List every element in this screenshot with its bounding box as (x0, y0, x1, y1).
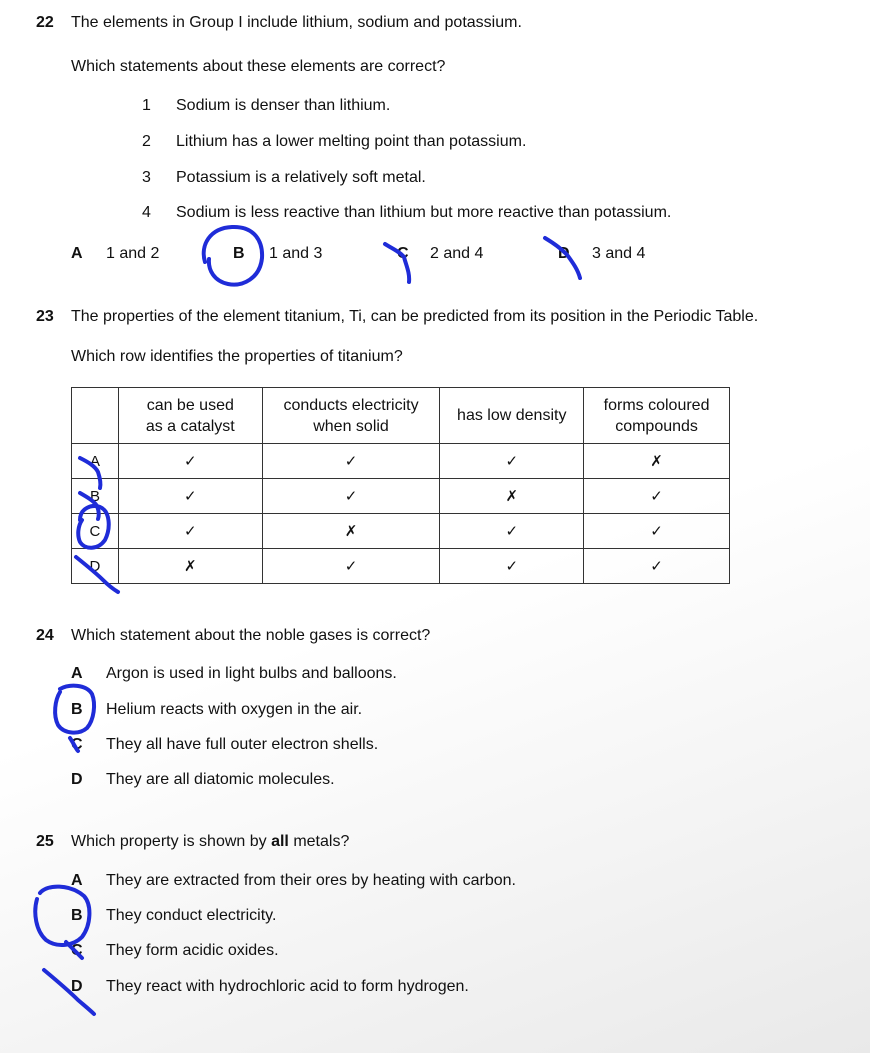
q22-option-d-text[interactable]: 3 and 4 (592, 245, 646, 262)
q25-option-a-letter[interactable]: A (71, 872, 83, 889)
q23-question: Which row identifies the properties of titanium? (71, 348, 403, 365)
table-cell: ✓ (262, 479, 440, 514)
q24-option-d-letter[interactable]: D (71, 771, 83, 788)
q24-option-a-letter[interactable]: A (71, 665, 83, 682)
table-cell: ✗ (584, 444, 730, 479)
q24-question: Which statement about the noble gases is correct? (71, 627, 431, 644)
q25-d-strike-mark (44, 970, 94, 1014)
header-line: forms coloured (603, 396, 710, 414)
q22-number: 22 (36, 14, 54, 31)
table-header-row (72, 388, 730, 444)
q22-statement-text: Sodium is less reactive than lithium but more reactive than potassium. (176, 204, 672, 221)
q25-option-d-text[interactable]: They react with hydrochloric acid to form hydrogen. (106, 978, 469, 995)
table-cell: ✓ (118, 444, 262, 479)
table-cell: ✓ (262, 444, 440, 479)
q22-statement-text: Lithium has a lower melting point than potassium. (176, 133, 527, 150)
q22-option-a-text[interactable]: 1 and 2 (106, 245, 160, 262)
q24-option-b-letter[interactable]: B (71, 701, 83, 718)
table-cell: ✓ (440, 549, 584, 584)
q23-number: 23 (36, 308, 54, 325)
q22-statement-text: Sodium is denser than lithium. (176, 97, 391, 114)
q25-option-b-text[interactable]: They conduct electricity. (106, 907, 277, 924)
q24-option-a-text[interactable]: Argon is used in light bulbs and balloons. (106, 665, 397, 682)
q25-question-pre: Which property is shown by (71, 833, 272, 850)
q22-statement-text: Potassium is a relatively soft metal. (176, 169, 426, 186)
table-header (262, 388, 440, 444)
q22-stem: The elements in Group I include lithium, sodium and potassium. (71, 14, 522, 31)
table-cell: ✗ (440, 479, 584, 514)
q25-question-post: metals? (288, 833, 350, 850)
table-header (118, 388, 262, 444)
table-cell: ✓ (118, 514, 262, 549)
q22-option-c-letter[interactable]: C (397, 245, 409, 262)
table-row[interactable] (72, 479, 730, 514)
row-letter[interactable]: A (72, 444, 119, 479)
q24-option-c-letter[interactable]: C (71, 736, 83, 753)
q22-statement-num: 4 (142, 204, 151, 221)
q22-question: Which statements about these elements are correct? (71, 58, 446, 75)
q22-option-a-letter[interactable]: A (71, 245, 83, 262)
q22-option-c-text[interactable]: 2 and 4 (430, 245, 484, 262)
row-letter[interactable]: D (72, 549, 119, 584)
header-line: when solid (313, 417, 389, 435)
q25-option-b-letter[interactable]: B (71, 907, 83, 924)
header-line: has low density (457, 407, 567, 424)
table-header (440, 388, 584, 444)
q22-option-b-letter[interactable]: B (233, 245, 245, 262)
q25-question-emphasis: all (271, 833, 289, 850)
properties-table (71, 387, 730, 584)
q22-option-b-text[interactable]: 1 and 3 (269, 245, 323, 262)
q25-option-c-letter[interactable]: C (71, 942, 83, 959)
table-header (584, 388, 730, 444)
q22-option-d-letter[interactable]: D (558, 245, 570, 262)
q25-option-a-text[interactable]: They are extracted from their ores by heating with carbon. (106, 872, 516, 889)
q25-number: 25 (36, 833, 54, 850)
q25-question (71, 833, 349, 851)
q24-option-d-text[interactable]: They are all diatomic molecules. (106, 771, 335, 788)
q24-option-b-text[interactable]: Helium reacts with oxygen in the air. (106, 701, 363, 718)
table-cell: ✓ (584, 549, 730, 584)
table-cell: ✓ (584, 514, 730, 549)
row-letter[interactable]: B (72, 479, 119, 514)
q22-statement-num: 3 (142, 169, 151, 186)
q22-statement-num: 1 (142, 97, 151, 114)
table-row[interactable] (72, 514, 730, 549)
table-cell: ✓ (440, 444, 584, 479)
q23-stem: The properties of the element titanium, Ti, can be predicted from its position in the Periodic Table. (71, 308, 759, 325)
q24-option-c-text[interactable]: They all have full outer electron shells. (106, 736, 379, 753)
table-cell: ✗ (262, 514, 440, 549)
header-line: conducts electricity (283, 396, 419, 414)
table-cell: ✓ (118, 479, 262, 514)
table-cell: ✓ (584, 479, 730, 514)
header-line: compounds (615, 417, 698, 435)
table-cell: ✗ (118, 549, 262, 584)
table-cell: ✓ (440, 514, 584, 549)
table-row[interactable] (72, 444, 730, 479)
row-letter[interactable]: C (72, 514, 119, 549)
table-row[interactable] (72, 549, 730, 584)
q24-number: 24 (36, 627, 54, 644)
header-line: can be used (146, 396, 234, 414)
q22-statement-num: 2 (142, 133, 151, 150)
q25-option-d-letter[interactable]: D (71, 978, 83, 995)
q25-option-c-text[interactable]: They form acidic oxides. (106, 942, 279, 959)
table-cell: ✓ (262, 549, 440, 584)
header-line: as a catalyst (145, 417, 235, 435)
table-header-blank (72, 388, 119, 444)
